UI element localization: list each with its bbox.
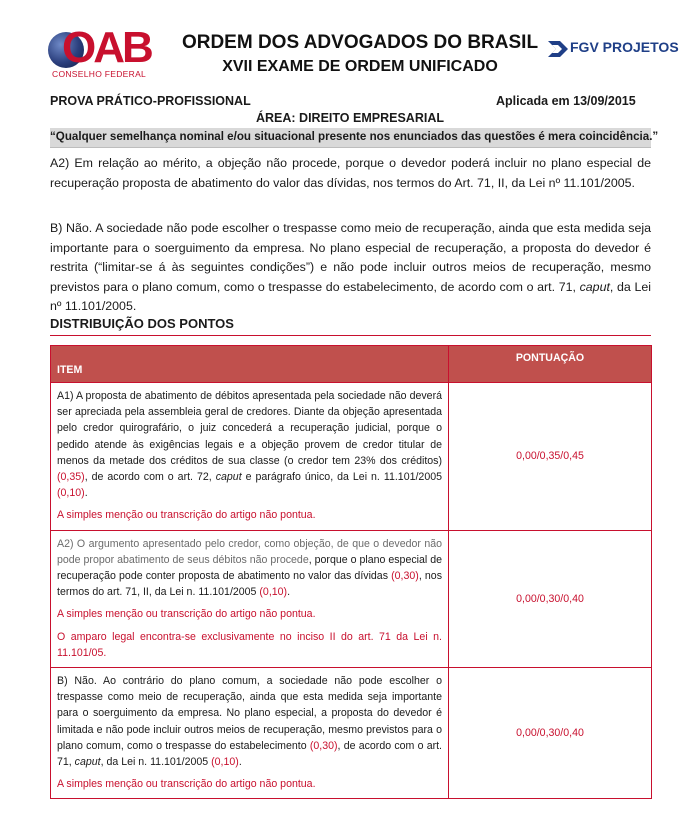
criteria-text: , de acordo com o art. 71, bbox=[57, 739, 442, 769]
row-b-criteria bbox=[57, 673, 442, 770]
exam-title: XVII EXAME DE ORDEM UNIFICADO bbox=[222, 58, 498, 75]
points-value: (0,30) bbox=[391, 570, 419, 583]
points-value: (0,35) bbox=[57, 471, 85, 484]
points-value: (0,10) bbox=[259, 586, 288, 599]
applied-date: Aplicada em 13/09/2015 bbox=[496, 94, 636, 108]
column-header-item: ITEM bbox=[51, 346, 449, 383]
criteria-text: , porque o plano especial de recuperação pode conter proposta de abatimento no valor das dívidas bbox=[57, 553, 442, 583]
row-a2-score: 0,00/0,30/0,40 bbox=[449, 530, 652, 667]
points-value: (0,10) bbox=[211, 756, 239, 769]
fgv-logo-text: FGV PROJETOS bbox=[570, 39, 679, 55]
row-a1-criteria bbox=[57, 388, 442, 501]
table-header-row bbox=[51, 346, 652, 383]
row-b-score: 0,00/0,30/0,40 bbox=[449, 668, 652, 799]
answer-b bbox=[50, 219, 651, 317]
answer-b-caput: caput bbox=[579, 279, 610, 294]
disclaimer-bar bbox=[50, 128, 659, 148]
fgv-arrow-icon bbox=[548, 41, 568, 57]
criteria-text: , nos termos do art. 71, II, da Lei n. 11.101/2005 bbox=[57, 570, 442, 599]
section-divider bbox=[50, 335, 651, 336]
row-a1-score: 0,00/0,35/0,45 bbox=[449, 383, 652, 531]
disclaimer-text: “Qualquer semelhança nominal e/ou situacional presente nos enunciados das questões é mera coincidência.” bbox=[50, 130, 659, 143]
row-b-note: A simples menção ou transcrição do artigo não pontua. bbox=[57, 778, 316, 791]
criteria-text: , da Lei n. 11.101/2005 bbox=[100, 756, 212, 769]
criteria-text: . bbox=[287, 586, 291, 599]
oab-logo bbox=[48, 23, 151, 82]
points-value: (0,10) bbox=[57, 487, 85, 500]
points-table bbox=[50, 345, 652, 799]
oab-logo-subtitle: CONSELHO FEDERAL bbox=[52, 69, 147, 79]
column-header-score: PONTUAÇÃO bbox=[449, 346, 652, 383]
criteria-text-greyed: A2) O argumento apresentado pelo credor, como objeção, de que o devedor não pode propor abatimento de seus débitos não procede bbox=[57, 537, 442, 566]
table-row bbox=[51, 383, 652, 531]
oab-logo-letters: OAB bbox=[62, 23, 151, 72]
row-a2-note: A simples menção ou transcrição do artigo não pontua. bbox=[57, 608, 316, 621]
criteria-text: . bbox=[238, 756, 242, 769]
criteria-text: , de acordo com o art. 72, bbox=[84, 471, 216, 484]
table-row bbox=[51, 668, 652, 799]
row-a1-item bbox=[51, 383, 449, 531]
exam-type: PROVA PRÁTICO-PROFISSIONAL bbox=[50, 94, 251, 108]
answer-a2: A2) Em relação ao mérito, a objeção não procede, porque o devedor poderá incluir no plano especial de recuperação proposta de abatimento do valor das dívidas, nos termos do Art. 71, II, da Lei nº 11.101/2005. bbox=[50, 156, 651, 190]
answer-b-text-end: , da Lei nº 11.101/2005. bbox=[50, 279, 651, 313]
answer-b-text: B) Não. A sociedade não pode escolher o trespasse como meio de recuperação, ainda que esta medida seja importante para o soerguimento da empresa. No plano especial de recuperação, a proposta do devedor é restrita (“limitar-se á às seguintes condições”) e não pode incluir outros meios de recuperação, mesmo previstos para o plano comum, como o trespasse do estabelecimento, de acordo com o art. 71, bbox=[50, 221, 651, 294]
distribution-title: DISTRIBUIÇÃO DOS PONTOS bbox=[50, 316, 234, 331]
row-a2-criteria bbox=[57, 536, 442, 601]
row-a2-item bbox=[51, 530, 449, 667]
caput-text: caput bbox=[74, 756, 101, 769]
org-title: ORDEM DOS ADVOGADOS DO BRASIL bbox=[181, 32, 539, 53]
points-value: (0,30) bbox=[309, 739, 338, 752]
criteria-text: A1) A proposta de abatimento de débitos apresentada pela sociedade não deverá ser apreciada pela assembleia geral de credores. Diante da objeção apresentada pelo credor quirografário, o juiz concederá a recuperação judicial, porque o pedido atende às exigências legais e a objeção provem de credor titular de menos da metade dos créditos de sua classe (o credor tem 23% dos créditos) bbox=[57, 390, 442, 467]
row-b-item bbox=[51, 668, 449, 799]
criteria-text: . bbox=[84, 487, 88, 500]
page-header bbox=[0, 0, 700, 90]
criteria-text: B) Não. Ao contrário do plano comum, a sociedade não pode escolher o trespasse como meio de recuperação, ainda que esta medida seja importante para o soerguimento da empresa. No plano especial, a proposta do devedor é limitada e não pode incluir outros meios de recuperação, mesmo previstos para o plano comum, como o trespasse do estabelecimento bbox=[57, 675, 442, 752]
criteria-text: e parágrafo único, da Lei n. 11.101/2005 bbox=[241, 471, 442, 484]
row-a2-legal-note: O amparo legal encontra-se exclusivamente no inciso II do art. 71 da Lei n. 11.101/05. bbox=[57, 630, 442, 659]
subject-area: ÁREA: DIREITO EMPRESARIAL bbox=[256, 111, 444, 125]
table-row bbox=[51, 530, 652, 667]
caput-text: caput bbox=[215, 471, 242, 484]
row-a1-note: A simples menção ou transcrição do artigo não pontua. bbox=[57, 509, 316, 522]
